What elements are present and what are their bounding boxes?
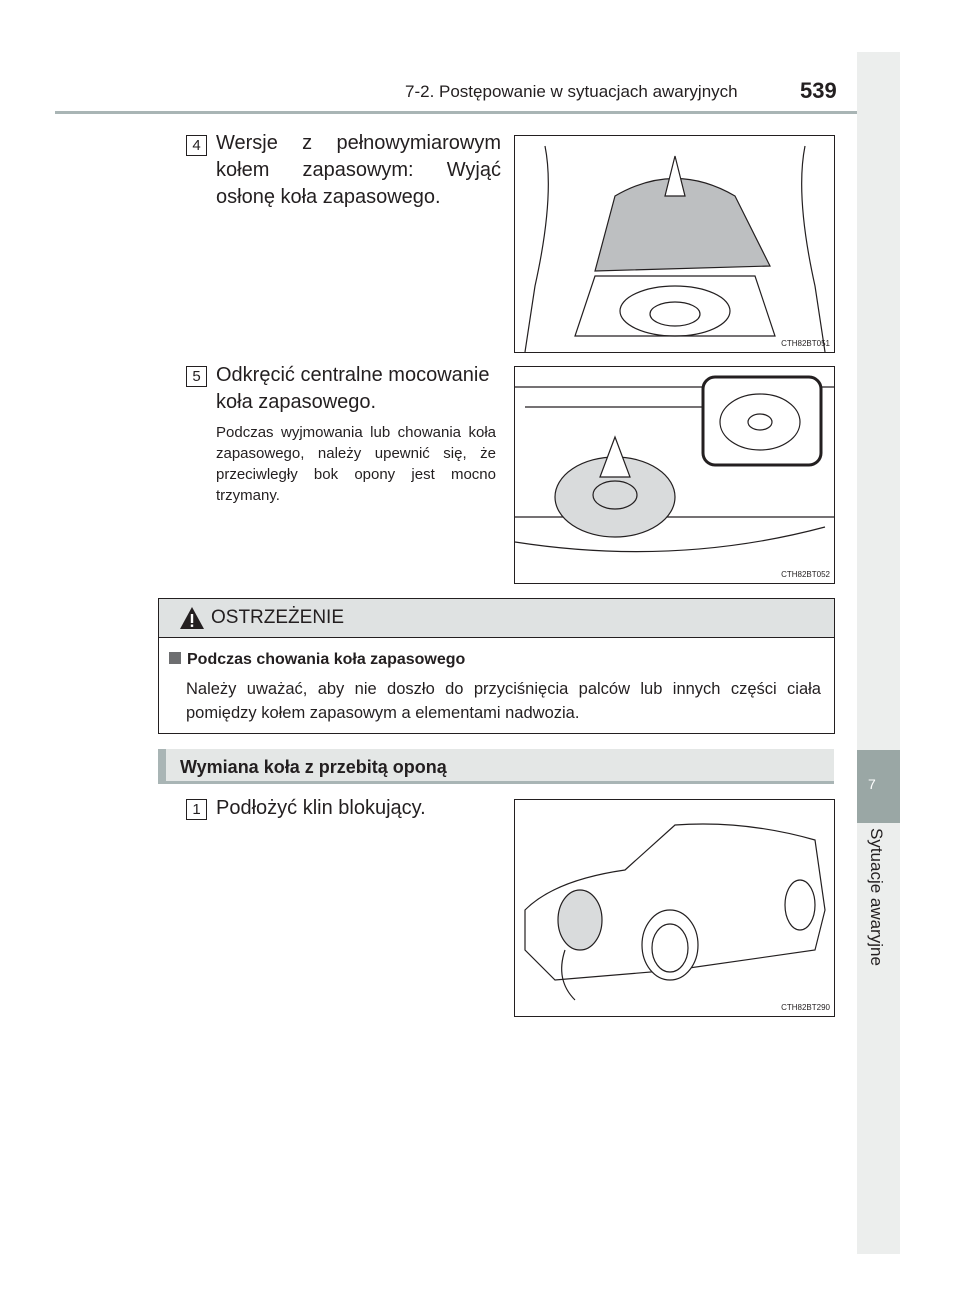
section-header: 7-2. Postępowanie w sytuacjach awaryjnych [405, 82, 738, 101]
chapter-number: 7 [868, 776, 876, 792]
chapter-tab [857, 750, 900, 823]
section-heading: Wymiana koła z przebitą oponą [158, 749, 834, 784]
step-note: Podczas wyjmowania lub chowania koła zapasowego, należy upewnić się, że przeciwległy bok opony jest mocno trzymany. [216, 424, 496, 504]
page-number: 539 [800, 78, 837, 103]
warning-header [159, 599, 834, 638]
chapter-title: Sytuacje awaryjne [867, 828, 886, 966]
line: koła zapasowego. [216, 391, 377, 413]
warning-triangle-icon [179, 606, 205, 630]
warning-subtitle [169, 651, 465, 669]
figure-code: CTH82BT290 [781, 1003, 830, 1012]
figure-wheel-chock [514, 799, 835, 1017]
line: Odkręcić centralne mocowanie [216, 364, 490, 386]
line: Wersje z pełnowymiarowym [216, 132, 501, 154]
chapter-sidebar [857, 52, 900, 1254]
car-illustration [515, 800, 834, 1016]
step-number: 1 [186, 799, 207, 820]
step-number: 4 [186, 135, 207, 156]
step-text [216, 362, 489, 416]
warning-text: Należy uważać, aby nie doszło do przyciśnięcia palców lub innych części ciała pomiędzy kołem zapasowym a elementami nadwozia. [186, 680, 821, 722]
figure-spare-wheel-clamp [514, 366, 835, 584]
step-number: 5 [186, 366, 207, 387]
warning-subtitle-text: Podczas chowania koła zapasowego [187, 651, 466, 668]
figure-code: CTH82BT052 [781, 570, 830, 579]
header-divider [55, 111, 857, 114]
figure-trunk-cover [514, 135, 835, 353]
line: osłonę koła zapasowego. [216, 186, 441, 208]
square-bullet-icon [169, 652, 181, 664]
trunk-illustration [515, 136, 834, 352]
step-text [216, 130, 501, 211]
step-text: Podłożyć klin blokujący. [216, 797, 426, 819]
warning-title: OSTRZEŻENIE [211, 607, 345, 628]
figure-code: CTH82BT051 [781, 339, 830, 348]
spare-wheel-illustration [515, 367, 834, 583]
warning-box [158, 598, 835, 734]
line: kołem zapasowym: Wyjąć [216, 159, 501, 181]
